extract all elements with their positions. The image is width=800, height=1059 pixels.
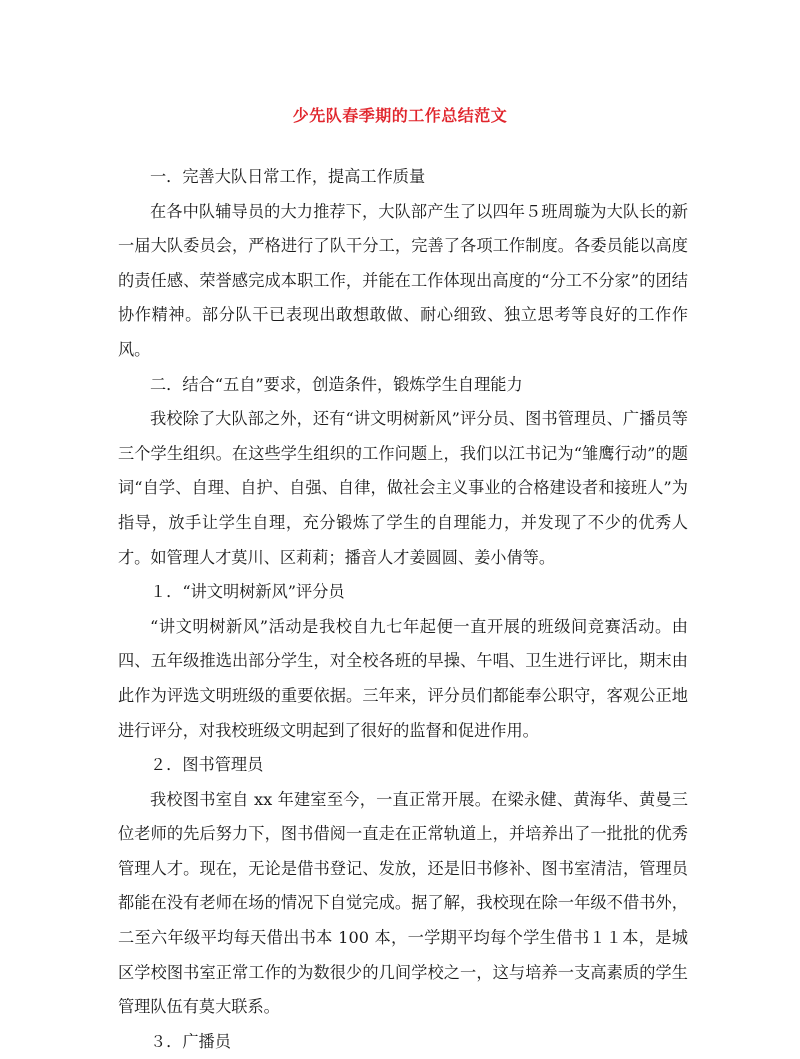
paragraph: 在各中队辅导员的大力推荐下，大队部产生了以四年５班周璇为大队长的新一届大队委员会，严格进行了队干分工，完善了各项工作制度。各委员能以高度的责任感、荣誉感完成本职工作，并能在工作体现出高度的“分工不分家”的团结协作精神。部分队干已表现出敢想敢做、耐心细致、独立思考等良好的工作作风。 xyxy=(118,201,688,359)
paragraph: “讲文明树新风”活动是我校自九七年起便一直开展的班级间竞赛活动。由四、五年级推选出部分学生，对全校各班的早操、午唱、卫生进行评比，期末由此作为评选文明班级的重要依据。三年来，评分员们都能奉公职守，客观公正地进行评分，对我校班级文明起到了很好的监督和促进作用。 xyxy=(118,616,688,740)
subsection-heading: ２．图书管理员 xyxy=(150,755,264,775)
subsection-heading: ３．广播员 xyxy=(150,1031,231,1051)
document-body xyxy=(118,160,688,1059)
section-heading: 一．完善大队日常工作，提高工作质量 xyxy=(150,167,426,186)
subsection-heading: １．“讲文明树新风”评分员 xyxy=(150,582,345,602)
paragraph: 我校除了大队部之外，还有“讲文明树新风”评分员、图书管理员、广播员等三个学生组织。在这些学生组织的工作问题上，我们以江书记为“雏鹰行动”的题词“自学、自理、自护、自强、自律，做社会主义事业的合格建设者和接班人”为指导，放手让学生自理，充分锻炼了学生的自理能力，并发现了不少的优秀人才。如管理人才莫川、区莉莉；播音人才姜圆圆、姜小倩等。 xyxy=(118,409,688,567)
paragraph: 我校图书室自 xx 年建室至今，一直正常开展。在梁永健、黄海华、黄曼三位老师的先后努力下，图书借阅一直走在正常轨道上，并培养出了一批批的优秀管理人才。现在，无论是借书登记、发放，还是旧书修补、图书室清洁，管理员都能在没有老师在场的情况下自觉完成。据了解，我校现在除一年级不借书外，二至六年级平均每天借出书本 100 本，一学期平均每个学生借书１１本，是城区学校图书室正常工作的为数很少的几间学校之一，这与培养一支高素质的学生管理队伍有莫大联系。 xyxy=(118,789,688,1017)
section-heading: 二．结合“五自”要求，创造条件，锻炼学生自理能力 xyxy=(150,374,523,394)
document-title: 少先队春季期的工作总结范文 xyxy=(292,106,508,125)
